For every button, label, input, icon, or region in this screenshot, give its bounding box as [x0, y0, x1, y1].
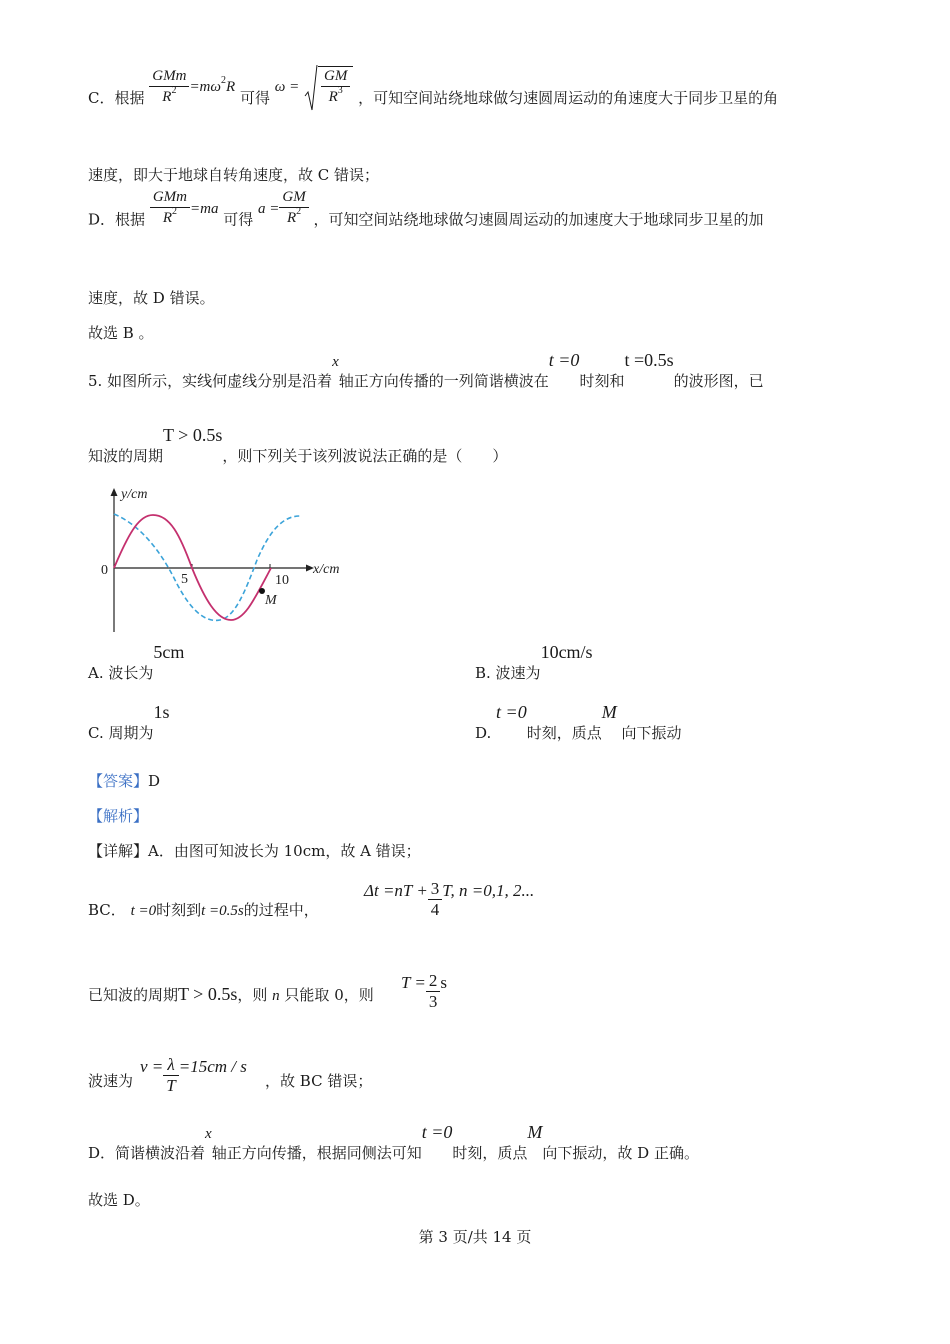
delta-t-formula: Δt =nT + $\frac{3}{4}$ T, n =0,1, 2... — [364, 879, 535, 919]
y-axis-label: y/cm — [121, 487, 148, 502]
option-b: B. 波速为10cm/s — [475, 642, 593, 682]
choose-b: 故选 B 。 — [88, 324, 154, 342]
option-c-line: C．根据 $\frac{\text{GMm}}{R^2}$ $=m\omega^2R$ 可得 ω = $\frac{GM}{R^3}$ ，可知空间站绕地球做匀速圆周运动的角速度大于同步卫星的角 — [88, 78, 778, 120]
analysis-heading: 【解析】 — [88, 807, 149, 825]
speed-formula: v = $\frac{\lambda}{T}$ =15cm / s — [140, 1055, 247, 1095]
tick-label-10: 10 — [275, 573, 289, 588]
detail-period-line: 已知波的周期T > 0.5s，则 n 只能取 0，则 — [88, 984, 374, 1004]
option-c-choice: C. 周期为1s — [88, 702, 170, 742]
detail-d-line: D．简谐横波沿着x轴正方向传播，根据同侧法可知t =0时刻，质点M向下振动，故 D 正确。 — [88, 1122, 699, 1162]
origin-label: 0 — [101, 563, 108, 578]
option-a: A. 波长为5cm — [88, 642, 185, 682]
detail-a-line: 【详解】A．由图可知波长为 10cm，故 A 错误； — [88, 842, 421, 860]
answer-line: 【答案】D — [88, 772, 161, 790]
tick-label-5: 5 — [181, 572, 188, 587]
option-d-choice: D. t =0时刻，质点M 向下振动 — [475, 702, 682, 742]
wave-figure — [95, 480, 355, 640]
x-axis-label: x/cm — [313, 562, 340, 577]
point-m-label: M — [265, 593, 277, 608]
choose-d: 故选 D。 — [88, 1191, 150, 1209]
option-d-cont: 速度，故 D 错误。 — [88, 289, 215, 307]
speed-end: ，故 BC 错误； — [265, 1072, 373, 1090]
gravity-fraction: $\frac{\text{GMm}}{R^2}$ — [149, 67, 189, 108]
option-d-line: D．根据 $\frac{\text{GMm}}{R^2}$ =ma 可得 a = $\frac{GM}{R^2}$ ，可知空间站绕地球做匀速圆周运动的加速度大于地球同步卫星的加 — [88, 189, 764, 229]
page-footer: 第 3 页/共 14 页 — [418, 1228, 532, 1246]
sqrt-expression: $\frac{GM}{R^3}$ — [304, 66, 353, 108]
detail-bc-line: BC． t =0时刻到t =0.5s的过程中， — [88, 901, 319, 919]
question-5-line1: 5. 如图所示，实线何虚线分别是沿着x轴正方向传播的一列简谐横波在t =0时刻和t =0.5s的波形图，已 — [88, 350, 764, 390]
detail-speed-line: 波速为 — [88, 1072, 134, 1090]
period-formula: T = $\frac{2}{3}$ s — [401, 971, 447, 1011]
option-c-cont: 速度，即大于地球自转角速度，故 C 错误； — [88, 166, 380, 184]
question-5-line2: 知波的周期T > 0.5s，则下列关于该列波说法正确的是（ ） — [88, 425, 508, 465]
